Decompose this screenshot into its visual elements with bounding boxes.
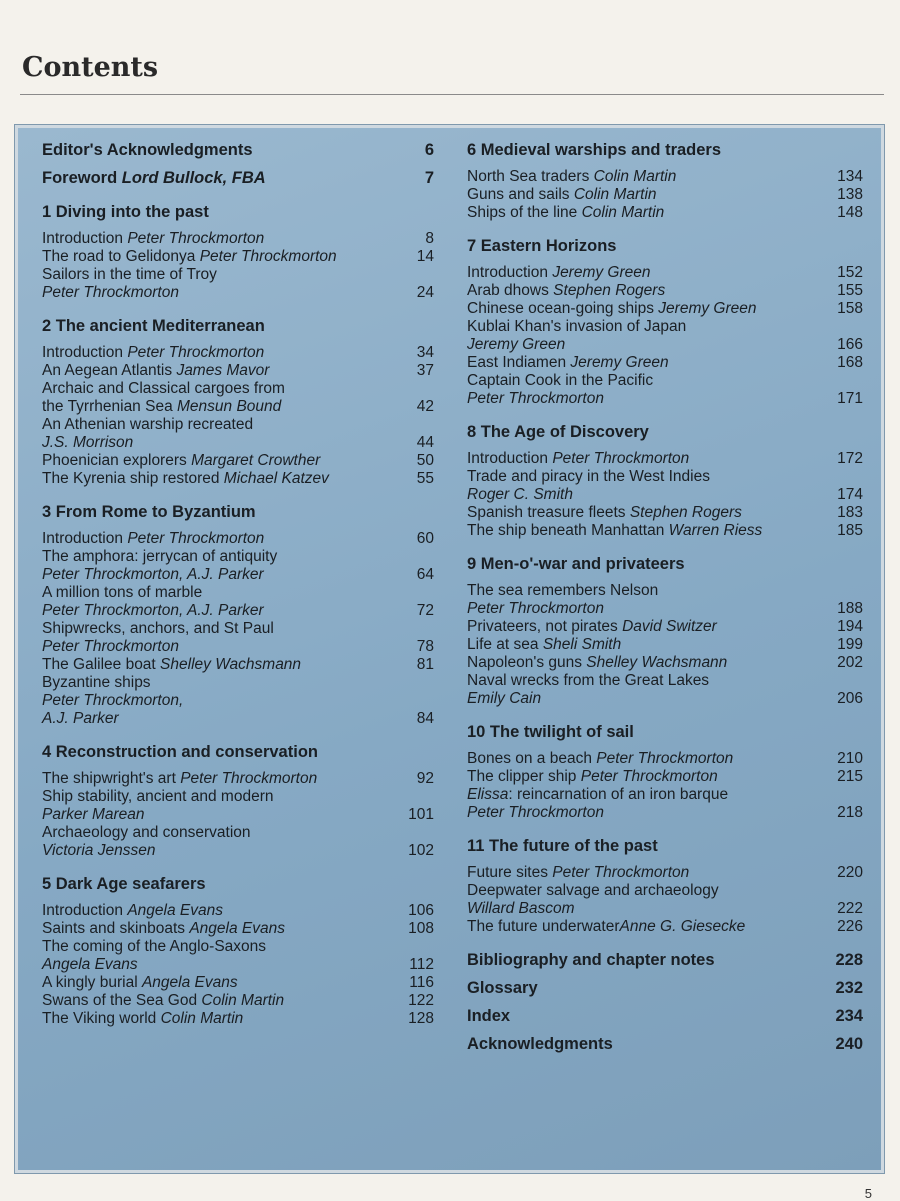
toc-entry: [42, 548, 434, 584]
entry-title: North Sea traders: [467, 168, 594, 185]
toc-entry: [42, 992, 434, 1010]
right-column: [467, 140, 863, 1062]
entry-title: A kingly burial: [42, 974, 142, 991]
entry-page-number: 166: [837, 336, 863, 353]
toc-entry: [467, 1034, 863, 1054]
entry-title: The Viking world: [42, 1010, 161, 1027]
entry-author: Peter Throckmorton: [127, 230, 265, 247]
entry-title: An Aegean Atlantis: [42, 362, 177, 379]
entry-title: East Indiamen: [467, 354, 571, 371]
entry-author: J.S. Morrison: [42, 434, 134, 451]
entry-text: [42, 656, 384, 674]
chapter-section: [42, 202, 434, 302]
entry-page-number: 128: [408, 1010, 434, 1027]
entry-author: Angela Evans: [42, 956, 138, 973]
entry-text: [42, 344, 384, 362]
entry-author: Mensun Bound: [177, 398, 282, 415]
entry-title: Editor's Acknowledgments: [42, 141, 253, 159]
entry-author: Jeremy Green: [552, 264, 651, 281]
toc-entry: [42, 248, 434, 266]
entry-text: [42, 230, 384, 248]
entry-text: [467, 636, 813, 654]
entry-page-number: 138: [837, 186, 863, 203]
entry-page-number: 84: [416, 710, 434, 727]
chapter-heading: 3 From Rome to Byzantium: [42, 503, 256, 521]
entry-page-number: 102: [408, 842, 434, 859]
entry-title: The sea remembers Nelson: [467, 582, 659, 599]
toc-entry: [467, 750, 863, 768]
toc-entry: [467, 882, 863, 918]
entry-title: Deepwater salvage and archaeology: [467, 882, 719, 899]
entry-page-number: 222: [837, 900, 863, 917]
toc-entry: [42, 168, 434, 188]
entry-page-number: 226: [837, 918, 863, 935]
entry-author: Angela Evans: [141, 974, 238, 991]
toc-entry: [42, 902, 434, 920]
toc-entry: [467, 354, 863, 372]
toc-entry: [42, 788, 434, 824]
entry-author: Peter Throckmorton: [552, 864, 690, 881]
chapter-section: [467, 236, 863, 408]
entry-text: [42, 1010, 384, 1028]
entry-page-number: 158: [837, 300, 863, 317]
entry-text: [467, 504, 813, 522]
entry-page-number: 210: [837, 750, 863, 767]
entry-title: The future underwater: [467, 918, 620, 935]
entry-page-number: 220: [837, 864, 863, 881]
toc-entry: [467, 582, 863, 618]
entry-author: Michael Katzev: [223, 470, 329, 487]
entry-title: The ship beneath Manhattan: [467, 522, 669, 539]
toc-entry: [467, 372, 863, 408]
entry-text: [42, 140, 384, 160]
entry-author: Peter Throckmorton: [199, 248, 337, 265]
entry-text: [467, 450, 813, 468]
entry-page-number: 108: [408, 920, 434, 937]
toc-entry: [42, 938, 434, 974]
entry-title: Introduction: [42, 344, 128, 361]
entry-author: James Mavor: [176, 362, 270, 379]
entry-text: [467, 618, 813, 636]
toc-entry: [467, 282, 863, 300]
entry-title: Introduction: [42, 530, 128, 547]
entry-author: Jeremy Green: [658, 300, 757, 317]
entry-title: The road to Gelidonya: [42, 248, 200, 265]
toc-entry: [42, 362, 434, 380]
toc-entry: [467, 618, 863, 636]
entry-text: [42, 470, 384, 488]
entry-author: Peter Throckmorton: [552, 450, 690, 467]
entry-title: Ship stability, ancient and modern: [42, 788, 274, 805]
entry-text: [42, 530, 384, 548]
entry-page-number: 240: [835, 1035, 863, 1053]
entry-author-cont: A.J. Parker: [42, 710, 119, 727]
entry-page-number: 50: [416, 452, 434, 469]
entry-page-number: 112: [409, 956, 434, 973]
entry-text: [42, 620, 384, 656]
entry-title: Ships of the line: [467, 204, 582, 221]
entry-author: Peter Throckmorton, A.J. Parker: [42, 566, 264, 583]
entry-text: [467, 918, 813, 936]
toc-entry: [467, 522, 863, 540]
toc-entry: [467, 978, 863, 998]
toc-entry: [42, 416, 434, 452]
entry-author: Peter Throckmorton: [580, 768, 718, 785]
entry-title: Life at sea: [467, 636, 543, 653]
left-column: [42, 140, 434, 1042]
toc-entry: [42, 974, 434, 992]
entry-text: [467, 654, 813, 672]
page-title: Contents: [22, 52, 159, 83]
entry-author: Victoria Jenssen: [42, 842, 156, 859]
toc-entry: [42, 584, 434, 620]
entry-page-number: 234: [835, 1007, 863, 1025]
toc-entry: [42, 1010, 434, 1028]
entry-title: Introduction: [42, 230, 128, 247]
entry-author: Peter Throckmorton: [467, 600, 604, 617]
entry-text: [42, 824, 384, 860]
entry-title: Naval wrecks from the Great Lakes: [467, 672, 710, 689]
entry-author: Peter Throckmorton,: [42, 692, 184, 709]
toc-entry: [42, 230, 434, 248]
chapter-section: [42, 502, 434, 728]
entry-page-number: 199: [837, 636, 863, 653]
entry-text: [467, 264, 813, 282]
entry-author: Colin Martin: [581, 204, 665, 221]
entry-title: Index: [467, 1007, 511, 1025]
toc-entry: [42, 380, 434, 416]
toc-entry: [42, 266, 434, 302]
chapter-section: [467, 422, 863, 540]
toc-entry: [42, 470, 434, 488]
entry-title: Byzantine ships: [42, 674, 151, 691]
entry-author: Warren Riess: [668, 522, 763, 539]
entry-page-number: 155: [837, 282, 863, 299]
entry-title: Sailors in the time of Troy: [42, 266, 217, 283]
entry-page-number: 172: [837, 450, 863, 467]
entry-author: Shelley Wachsmann: [586, 654, 728, 671]
entry-text: [467, 354, 813, 372]
entry-text: [42, 992, 384, 1010]
entry-title: The clipper ship: [467, 768, 581, 785]
toc-entry: [467, 264, 863, 282]
toc-entry: [467, 186, 863, 204]
toc-entry: [42, 140, 434, 160]
chapter-heading: 2 The ancient Mediterranean: [42, 317, 265, 335]
toc-entry: [467, 768, 863, 786]
toc-entry: [467, 318, 863, 354]
entry-page-number: 215: [837, 768, 863, 785]
entry-text: [42, 362, 384, 380]
toc-entry: [42, 452, 434, 470]
entry-title: Introduction: [42, 902, 128, 919]
entry-page-number: 92: [416, 770, 434, 787]
entry-title: Archaeology and conservation: [42, 824, 251, 841]
entry-text: [467, 978, 813, 998]
entry-page-number: 42: [416, 398, 434, 415]
entry-page-number: 116: [409, 974, 434, 991]
entry-title: Captain Cook in the Pacific: [467, 372, 654, 389]
entry-page-number: 78: [416, 638, 434, 655]
title-rule: [20, 94, 884, 95]
entry-page-number: 6: [424, 141, 434, 159]
entry-page-number: 152: [837, 264, 863, 281]
entry-page-number: 37: [416, 362, 434, 379]
entry-author: Angela Evans: [189, 920, 285, 937]
entry-text: [467, 750, 813, 768]
chapter-section: [467, 554, 863, 708]
chapter-heading: 4 Reconstruction and conservation: [42, 743, 318, 761]
entry-page-number: 8: [425, 230, 434, 247]
entry-author: Peter Throckmorton: [467, 804, 604, 821]
entry-page-number: 194: [837, 618, 863, 635]
entry-author: Parker Marean: [42, 806, 145, 823]
entry-author: Shelley Wachsmann: [160, 656, 302, 673]
toc-entry: [42, 824, 434, 860]
entry-title: Bibliography and chapter notes: [467, 951, 715, 969]
entry-author: Roger C. Smith: [467, 486, 573, 503]
entry-page-number: 183: [837, 504, 863, 521]
toc-entry: [467, 672, 863, 708]
entry-italic-title: Elissa: [467, 786, 509, 803]
toc-entry: [467, 636, 863, 654]
toc-entry: [42, 620, 434, 656]
entry-text: [467, 882, 813, 918]
entry-text: [467, 522, 813, 540]
entry-text: [467, 672, 813, 708]
entry-title: The Kyrenia ship restored: [42, 470, 224, 487]
entry-title: Trade and piracy in the West Indies: [467, 468, 710, 485]
entry-author: Colin Martin: [593, 168, 677, 185]
entry-title: Future sites: [467, 864, 553, 881]
entry-page-number: 134: [837, 168, 863, 185]
entry-author: Colin Martin: [160, 1010, 244, 1027]
entry-text: [42, 266, 384, 302]
entry-page-number: 202: [837, 654, 863, 671]
entry-page-number: 174: [837, 486, 863, 503]
entry-author: Stephen Rogers: [629, 504, 742, 521]
entry-title: The amphora: jerrycan of antiquity: [42, 548, 278, 565]
entry-page-number: 206: [837, 690, 863, 707]
entry-author: Jeremy Green: [570, 354, 669, 371]
entry-text: [467, 318, 813, 354]
chapter-section: [42, 742, 434, 860]
chapter-section: [42, 316, 434, 488]
entry-author: Jeremy Green: [467, 336, 566, 353]
entry-page-number: 44: [416, 434, 434, 451]
entry-text: [467, 300, 813, 318]
entry-text: [467, 582, 813, 618]
entry-author: Peter Throckmorton: [42, 284, 179, 301]
entry-text: [42, 584, 384, 620]
chapter-heading: 11 The future of the past: [467, 837, 658, 855]
entry-text: [42, 788, 384, 824]
entry-page-number: 122: [408, 992, 434, 1009]
entry-text: [467, 864, 813, 882]
entry-author: Peter Throckmorton: [127, 530, 265, 547]
entry-page-number: 228: [835, 951, 863, 969]
entry-title: Foreword: [42, 169, 122, 187]
entry-page-number: 14: [416, 248, 434, 265]
entry-title: Swans of the Sea God: [42, 992, 202, 1009]
entry-title: An Athenian warship recreated: [42, 416, 254, 433]
entry-page-number: 188: [837, 600, 863, 617]
toc-entry: [467, 468, 863, 504]
toc-entry: [467, 504, 863, 522]
toc-entry: [42, 344, 434, 362]
entry-page-number: 218: [837, 804, 863, 821]
entry-text: [467, 168, 813, 186]
entry-text: [42, 938, 384, 974]
toc-entry: [467, 1006, 863, 1026]
entry-author: Colin Martin: [573, 186, 657, 203]
entry-text: [467, 1006, 813, 1026]
chapter-heading: 5 Dark Age seafarers: [42, 875, 206, 893]
entry-text: [42, 920, 384, 938]
entry-text: [42, 452, 384, 470]
entry-title: The shipwright's art: [42, 770, 181, 787]
entry-title: Phoenician explorers: [42, 452, 192, 469]
entry-author: Willard Bascom: [467, 900, 575, 917]
entry-text: [42, 168, 384, 188]
toc-entry: [467, 450, 863, 468]
toc-entry: [467, 168, 863, 186]
entry-author: Peter Throckmorton: [180, 770, 318, 787]
toc-entry: [42, 530, 434, 548]
entry-text: [42, 380, 384, 416]
entry-text: [467, 282, 813, 300]
entry-text: [467, 204, 813, 222]
entry-page-number: 7: [424, 169, 434, 187]
entry-text: [42, 248, 384, 266]
entry-title: Archaic and Classical cargoes from: [42, 380, 285, 397]
entry-text: [467, 372, 813, 408]
toc-entry: [467, 300, 863, 318]
entry-author: Angela Evans: [127, 902, 223, 919]
entry-page-number: 64: [416, 566, 434, 583]
toc-entry: [42, 770, 434, 788]
entry-text: [467, 1034, 813, 1054]
chapter-section: [467, 722, 863, 822]
entry-title: Glossary: [467, 979, 538, 997]
entry-author: Peter Throckmorton: [42, 638, 179, 655]
entry-text: [467, 950, 813, 970]
toc-entry: [42, 674, 434, 728]
toc-entry: [42, 656, 434, 674]
chapter-heading: 6 Medieval warships and traders: [467, 141, 722, 159]
entry-title: Acknowledgments: [467, 1035, 613, 1053]
chapter-section: [467, 836, 863, 936]
toc-entry: [467, 918, 863, 936]
entry-author: Peter Throckmorton, A.J. Parker: [42, 602, 264, 619]
toc-entry: [467, 864, 863, 882]
entry-page-number: 232: [835, 979, 863, 997]
entry-text: [42, 902, 384, 920]
toc-entry: [42, 920, 434, 938]
entry-author: Colin Martin: [201, 992, 285, 1009]
entry-author: Lord Bullock, FBA: [121, 169, 266, 187]
entry-page-number: 148: [837, 204, 863, 221]
entry-page-number: 34: [416, 344, 434, 361]
entry-title: Bones on a beach: [467, 750, 597, 767]
entry-author: Stephen Rogers: [553, 282, 666, 299]
entry-text: [42, 548, 384, 584]
contents-panel: [15, 125, 884, 1173]
entry-author: Margaret Crowther: [191, 452, 321, 469]
entry-title: Spanish treasure fleets: [467, 504, 630, 521]
entry-text: [42, 416, 384, 452]
entry-text: [467, 768, 813, 786]
entry-title: Saints and skinboats: [42, 920, 190, 937]
entry-text: [467, 786, 813, 822]
entry-text: [467, 468, 813, 504]
entry-text: [42, 674, 384, 728]
entry-title: Arab dhows: [467, 282, 554, 299]
entry-author: Peter Throckmorton: [467, 390, 604, 407]
toc-entry: [467, 950, 863, 970]
entry-page-number: 171: [837, 390, 863, 407]
entry-page-number: 106: [408, 902, 434, 919]
entry-title: The Galilee boat: [42, 656, 161, 673]
entry-title: : reincarnation of an iron barque: [508, 786, 729, 803]
entry-title: The coming of the Anglo-Saxons: [42, 938, 267, 955]
entry-title: Chinese ocean-going ships: [467, 300, 659, 317]
toc-entry: [467, 786, 863, 822]
toc-entry: [467, 654, 863, 672]
entry-text: [42, 770, 384, 788]
chapter-section: [467, 140, 863, 222]
entry-author: Sheli Smith: [542, 636, 622, 653]
entry-author: Peter Throckmorton: [127, 344, 265, 361]
entry-page-number: 168: [837, 354, 863, 371]
entry-text: [42, 974, 384, 992]
entry-author: Anne G. Giesecke: [619, 918, 746, 935]
entry-author: Peter Throckmorton: [596, 750, 734, 767]
page-number: 5: [864, 1186, 872, 1201]
chapter-heading: 8 The Age of Discovery: [467, 423, 649, 441]
entry-page-number: 55: [416, 470, 434, 487]
chapter-heading: 10 The twilight of sail: [467, 723, 634, 741]
entry-text: [467, 186, 813, 204]
chapter-heading: 1 Diving into the past: [42, 203, 209, 221]
entry-title: Introduction: [467, 450, 553, 467]
chapter-heading: 7 Eastern Horizons: [467, 237, 617, 255]
entry-page-number: 60: [416, 530, 434, 547]
entry-author: David Switzer: [622, 618, 717, 635]
entry-title-cont: the Tyrrhenian Sea: [42, 398, 177, 415]
entry-title: Kublai Khan's invasion of Japan: [467, 318, 687, 335]
entry-page-number: 72: [416, 602, 434, 619]
entry-title: Introduction: [467, 264, 553, 281]
entry-title: Napoleon's guns: [467, 654, 587, 671]
entry-page-number: 185: [837, 522, 863, 539]
entry-page-number: 81: [416, 656, 434, 673]
entry-page-number: 24: [416, 284, 434, 301]
chapter-section: [42, 874, 434, 1028]
entry-title: Privateers, not pirates: [467, 618, 623, 635]
entry-author: Emily Cain: [467, 690, 542, 707]
toc-entry: [467, 204, 863, 222]
entry-title: Guns and sails: [467, 186, 574, 203]
chapter-heading: 9 Men-o'-war and privateers: [467, 555, 685, 573]
entry-title: Shipwrecks, anchors, and St Paul: [42, 620, 274, 637]
entry-title: A million tons of marble: [42, 584, 203, 601]
entry-page-number: 101: [408, 806, 434, 823]
